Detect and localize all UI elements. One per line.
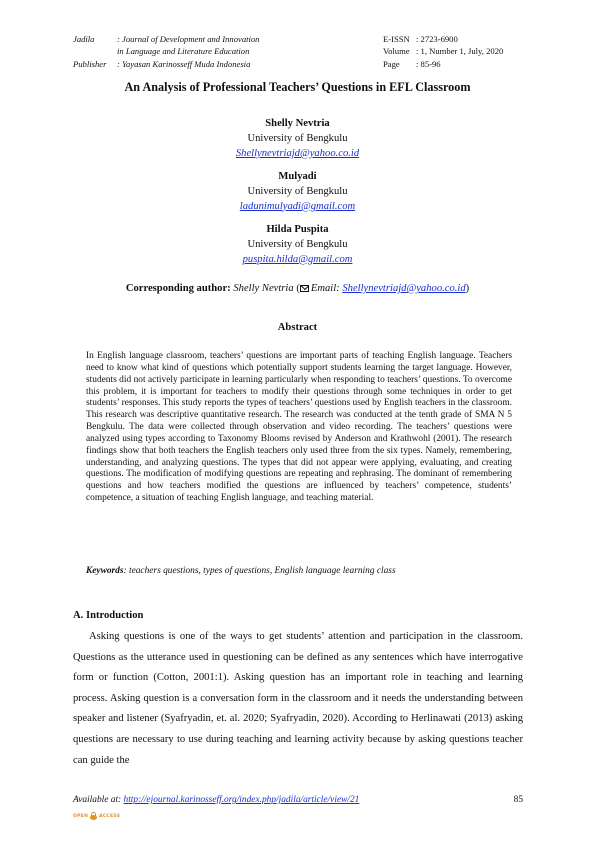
corresponding-label: Corresponding author:	[125, 283, 231, 294]
abstract-heading: Abstract	[277, 322, 318, 333]
author-affiliation: University of Bengkulu	[247, 238, 348, 250]
corresponding-open-paren: (	[296, 283, 300, 294]
author-affiliation: University of Bengkulu	[247, 132, 348, 144]
abstract-text: In English language classroom, teachers’ questions are important parts of teaching English language. Teachers need to know what kind of questions which potentially support students learning the target language. However, students did not actively participate in learning particularly when responding to teachers’ questions. To overcome this problem, it is important for teachers to modify their questions through some techniques in order to get students’ responses. This study reports the types of teachers’ questions used by English teachers in the classroom. This research was descriptive quantitative research. The research was conducted at the tenth grade of SMA N 5 Bengkulu. The data were collected through observation and video recording. The teachers’ questions were analyzed using types according to Taxonomy Blooms revised by Anderson and Krathwohl (2001). The research findings show that both teachers the English teachers only used three from the six types. Namely, remembering, understanding, and analyzing questions. The types that did not appear were applying, evaluating, and creating questions. The modification of modifying questions are repeating and rephrasing. The dominant of remembering questions and how teachers modified the questions are influenced by teachers’ competence, students’ competence, a situation of teaching English language, and teaching material.	[86, 351, 512, 504]
corresponding-email-label: Email:	[310, 283, 340, 294]
header-key	[73, 45, 117, 57]
header-value: : 1, Number 1, July, 2020	[416, 46, 504, 57]
keywords-label: Keywords	[86, 566, 124, 576]
author-email-link[interactable]: puspita.hilda@gmail.com	[242, 253, 353, 265]
header-key: E-ISSN	[383, 34, 410, 44]
keywords-text: : teachers questions, types of questions, English language learning class	[123, 566, 396, 576]
page-number: 85	[513, 795, 523, 805]
corresponding-author	[0, 283, 595, 294]
journal-header-right	[383, 33, 503, 70]
header-value: : 2723-6900	[416, 34, 458, 44]
author-block	[0, 170, 595, 214]
header-value: : 85-96	[416, 58, 441, 69]
header-key: Publisher	[73, 58, 107, 69]
corresponding-name: Shelly Nevtria	[233, 283, 294, 294]
author-name: Hilda Puspita	[266, 223, 329, 235]
header-row	[73, 58, 259, 70]
page-footer	[73, 795, 523, 805]
author-block	[0, 117, 595, 161]
author-email-link[interactable]: ladunimulyadi@gmail.com	[239, 200, 356, 212]
header-row	[73, 33, 259, 45]
header-row	[383, 45, 503, 57]
open-access-open-text: OPEN	[73, 813, 89, 819]
author-list	[0, 117, 595, 276]
keywords	[86, 566, 512, 576]
journal-header-left	[73, 33, 259, 70]
author-name: Shelly Nevtria	[265, 118, 330, 129]
header-row	[383, 58, 503, 70]
article-url-link[interactable]: http://ejournal.karinosseff.org/index.php/jadila/article/view/21	[123, 795, 360, 805]
header-value: : Yayasan Karinosseff Muda Indonesia	[117, 58, 251, 69]
open-access-access-text: ACCESS	[99, 813, 121, 819]
header-value: : Journal of Development and Innovation	[117, 34, 260, 44]
header-key: Volume	[383, 46, 410, 57]
header-row	[73, 45, 259, 57]
author-block	[0, 223, 595, 267]
open-access-logo	[73, 812, 120, 820]
paper-title: An Analysis of Professional Teachers’ Questions in EFL Classroom	[124, 80, 471, 94]
header-value: in Language and Literature Education	[117, 46, 250, 57]
envelope-icon	[300, 285, 309, 292]
corresponding-close-paren: )	[465, 283, 470, 294]
author-name: Mulyadi	[278, 170, 317, 182]
header-key: Page	[383, 58, 400, 69]
author-affiliation: University of Bengkulu	[247, 185, 348, 197]
footer-availability	[73, 795, 359, 805]
corresponding-email-link[interactable]: Shellynevtriajd@yahoo.co.id	[342, 283, 466, 294]
section-heading: A. Introduction	[73, 610, 144, 621]
header-row	[383, 33, 503, 45]
section-body: Asking questions is one of the ways to get students’ attention and participation in the classroom. Questions as the utterance used in questioning can be defined as any sentences which have interrogative form or function (Cotton, 2001:1). Asking question has an important role in teaching and learning process. Asking question is a conversation form in the classroom and it needs the understanding between speaker and listener (Syafryadin, et. al. 2020; Syafryadin, 2020). According to Herlinawati (2013) asking questions are necessary to use during teaching and learning activity because by asking questions teacher can guide the	[73, 631, 523, 766]
open-lock-icon	[90, 812, 97, 820]
author-email-link[interactable]: Shellynevtriajd@yahoo.co.id	[235, 147, 360, 159]
footer-available-label: Available at:	[73, 795, 122, 805]
header-key: Jadila	[73, 34, 95, 44]
